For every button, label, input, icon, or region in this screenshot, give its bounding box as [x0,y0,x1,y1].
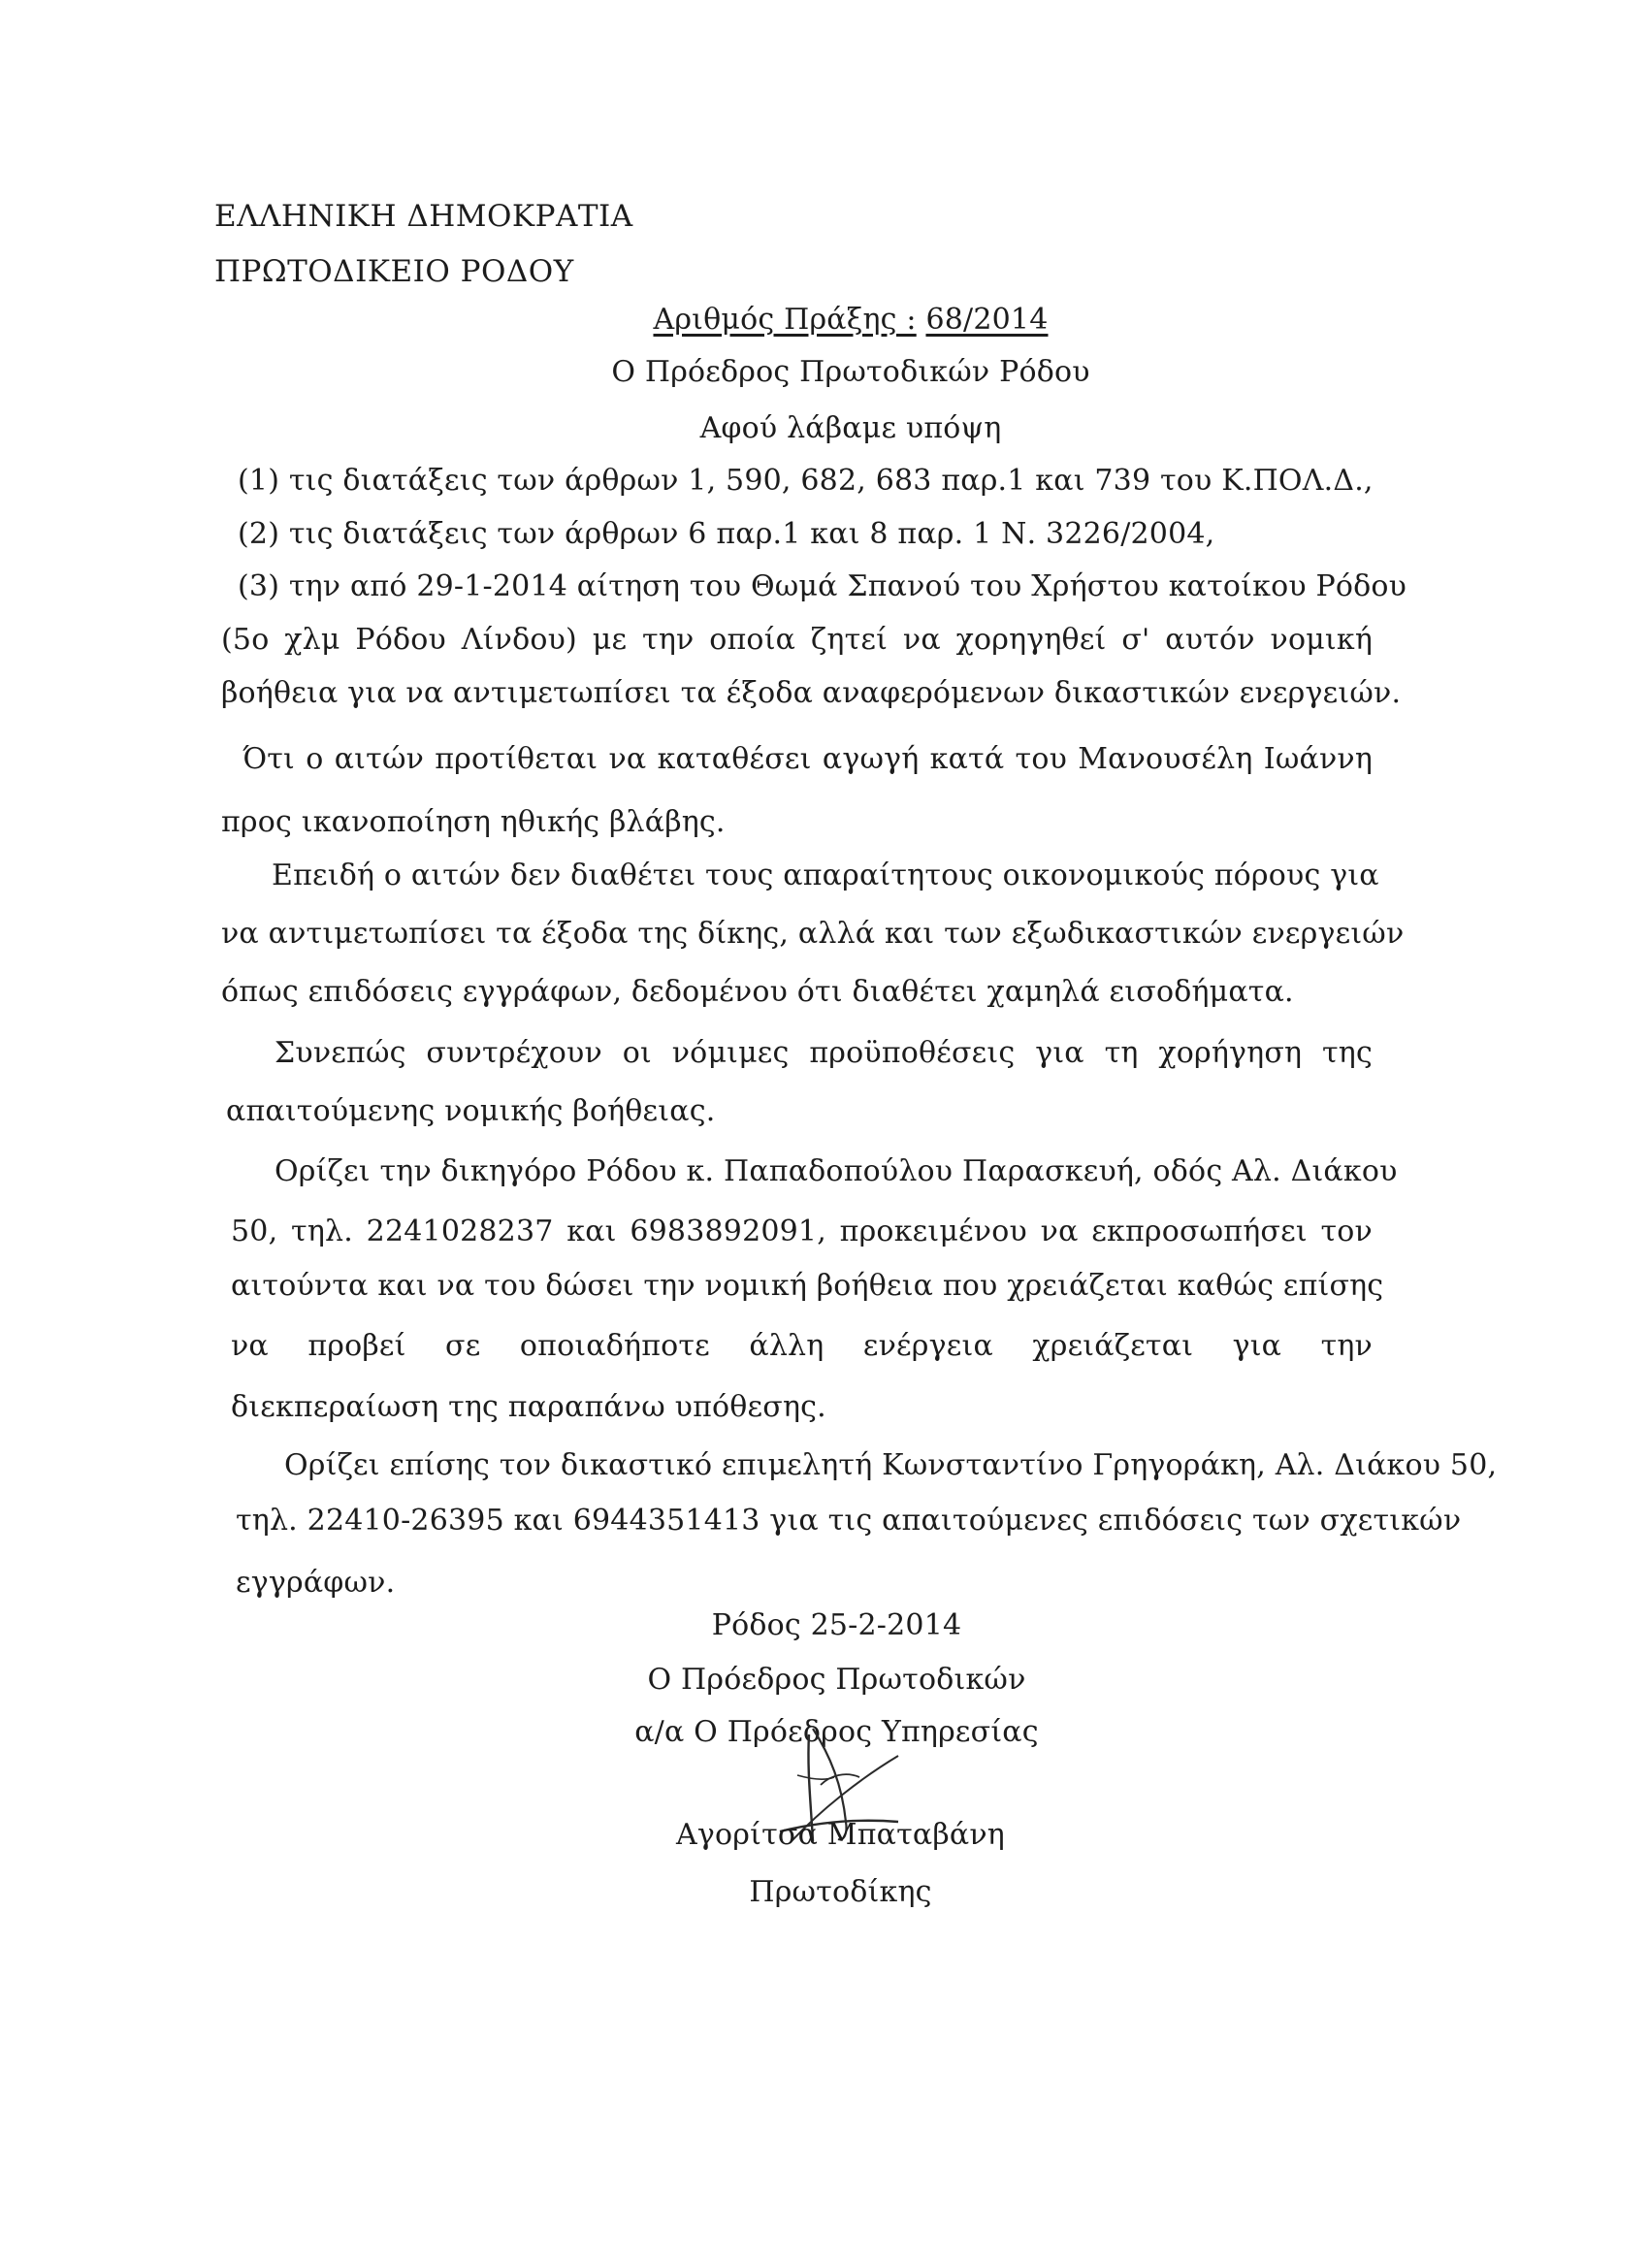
closing-on-behalf: α/α Ο Πρόεδρος Υπηρεσίας [634,1715,1039,1749]
closing-title: Ο Πρόεδρος Πρωτοδικών [647,1663,1026,1697]
body-line-6: Ότι ο αιτών προτίθεται να καταθέσει αγωγή κατά του Μανουσέλη Ιωάννη [242,742,1373,776]
body-line-18: Ορίζει επίσης τον δικαστικό επιμελητή Κωνσταντίνο Γρηγοράκη, Αλ. Διάκου 50, [284,1448,1498,1482]
body-line-3: (3) την από 29-1-2014 αίτηση του Θωμά Σπανού του Χρήστου κατοίκου Ρόδου [238,569,1407,603]
body-line-14: 50, τηλ. 2241028237 και 6983892091, προκειμένου να εκπροσωπήσει τον [231,1215,1373,1248]
closing-place-date: Ρόδος 25-2-2014 [711,1608,962,1642]
body-line-9: να αντιμετωπίσει τα έξοδα της δίκης, αλλά και των εξωδικαστικών ενεργειών [221,917,1405,951]
body-line-12: απαιτούμενης νομικής βοήθειας. [226,1094,716,1128]
act-considering: Αφού λάβαμε υπόψη [699,411,1002,445]
body-line-2: (2) τις διατάξεις των άρθρων 6 παρ.1 και 8 παρ. 1 Ν. 3226/2004, [238,517,1215,551]
body-line-13: Ορίζει την δικηγόρο Ρόδου κ. Παπαδοπούλου Παρασκευή, οδός Αλ. Διάκου [275,1154,1398,1188]
body-line-15: αιτούντα και να του δώσει την νομική βοήθεια που χρειάζεται καθώς επίσης [231,1269,1384,1303]
act-issuer: Ο Πρόεδρος Πρωτοδικών Ρόδου [611,355,1090,389]
act-number-label: Αριθμός Πράξης : [653,303,917,337]
body-line-19: τηλ. 22410-26395 και 6944351413 για τις απαιτούμενες επιδόσεις των σχετικών [236,1504,1462,1538]
body-line-17: διεκπεραίωση της παραπάνω υπόθεσης. [231,1390,826,1424]
body-line-1: (1) τις διατάξεις των άρθρων 1, 590, 682, 683 παρ.1 και 739 του Κ.ΠΟΛ.Δ., [238,464,1374,498]
body-line-11: Συνεπώς συντρέχουν οι νόμιμες προϋποθέσεις για τη χορήγηση της [275,1036,1373,1070]
body-line-8: Επειδή ο αιτών δεν διαθέτει τους απαραίτητους οικονομικούς πόρους για [272,859,1379,892]
header-court: ΠΡΩΤΟΔΙΚΕΙΟ ΡΟΔΟΥ [214,254,574,289]
header-country: ΕΛΛΗΝΙΚΗ ΔΗΜΟΚΡΑΤΙΑ [214,199,633,234]
body-line-16: να προβεί σε οποιαδήποτε άλλη ενέργεια χρειάζεται για την [231,1329,1373,1363]
body-line-7: προς ικανοποίηση ηθικής βλάβης. [221,805,726,839]
act-number-line [0,303,1649,338]
body-line-4: (5ο χλμ Ρόδου Λίνδου) με την οποία ζητεί να χορηγηθεί σ' αυτόν νομική [221,623,1373,657]
closing-signer-role: Πρωτοδίκης [749,1875,932,1909]
body-line-5: βοήθεια για να αντιμετωπίσει τα έξοδα αναφερόμενων δικαστικών ενεργειών. [221,676,1402,710]
body-line-10: όπως επιδόσεις εγγράφων, δεδομένου ότι διαθέτει χαμηλά εισοδήματα. [221,975,1294,1009]
closing-signer: Αγορίτσα Μπαταβάνη [676,1818,1005,1852]
act-number: 68/2014 [925,303,1049,337]
body-line-20: εγγράφων. [236,1566,396,1600]
